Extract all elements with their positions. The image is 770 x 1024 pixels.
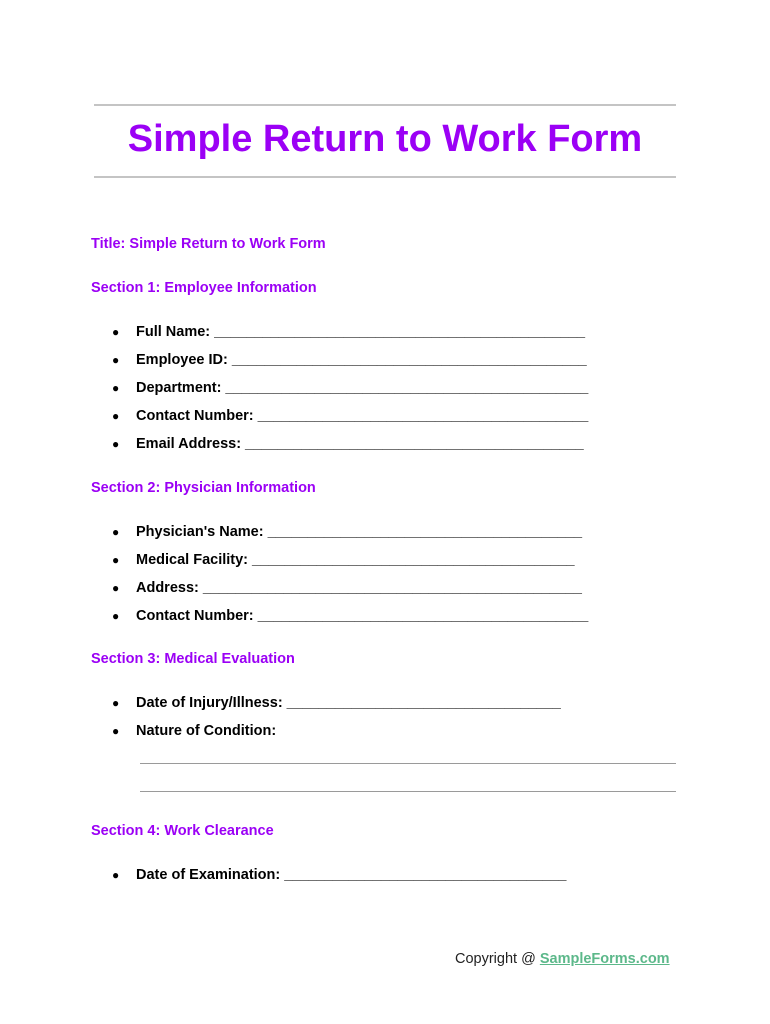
section-4-heading: Section 4: Work Clearance	[91, 823, 274, 839]
field-email-address[interactable]: ● Email Address: __________________________________________	[112, 436, 584, 452]
title-bottom-rule	[94, 176, 676, 178]
bullet-icon: ●	[112, 553, 120, 567]
field-medical-facility[interactable]: ● Medical Facility: ________________________________________	[112, 552, 575, 568]
field-physician-contact-number[interactable]: ● Contact Number: _________________________________________	[112, 608, 589, 624]
condition-answer-line-1[interactable]	[140, 763, 676, 764]
field-department[interactable]: ● Department: _____________________________________________	[112, 380, 589, 396]
section-2-heading: Section 2: Physician Information	[91, 480, 316, 496]
field-nature-of-condition: ● Nature of Condition:	[112, 723, 277, 739]
field-contact-number[interactable]: ● Contact Number: _________________________________________	[112, 408, 589, 424]
page-title: Simple Return to Work Form	[127, 118, 643, 160]
bullet-icon: ●	[112, 353, 120, 367]
bullet-icon: ●	[112, 437, 120, 451]
field-address[interactable]: ● Address: _______________________________________________	[112, 580, 582, 596]
field-full-name[interactable]: ● Full Name: ______________________________________________	[112, 324, 586, 340]
bullet-icon: ●	[112, 724, 120, 738]
field-physician-name[interactable]: ● Physician's Name: _______________________________________	[112, 524, 583, 540]
bullet-icon: ●	[112, 696, 120, 710]
condition-answer-line-2[interactable]	[140, 791, 676, 792]
bullet-icon: ●	[112, 868, 120, 882]
section-1-heading: Section 1: Employee Information	[91, 280, 317, 296]
bullet-icon: ●	[112, 581, 120, 595]
bullet-icon: ●	[112, 325, 120, 339]
title-top-rule	[94, 104, 676, 106]
sampleforms-link[interactable]: SampleForms.com	[539, 951, 670, 967]
copyright-notice: Copyright @ SampleForms.com	[455, 951, 670, 967]
section-3-heading: Section 3: Medical Evaluation	[91, 651, 295, 667]
field-date-of-injury[interactable]: ● Date of Injury/Illness: __________________________________	[112, 695, 561, 711]
field-employee-id[interactable]: ● Employee ID: ____________________________________________	[112, 352, 587, 368]
bullet-icon: ●	[112, 409, 120, 423]
doc-title-line: Title: Simple Return to Work Form	[91, 236, 326, 252]
bullet-icon: ●	[112, 609, 120, 623]
bullet-icon: ●	[112, 525, 120, 539]
field-date-of-examination[interactable]: ● Date of Examination: ___________________________________	[112, 867, 567, 883]
bullet-icon: ●	[112, 381, 120, 395]
